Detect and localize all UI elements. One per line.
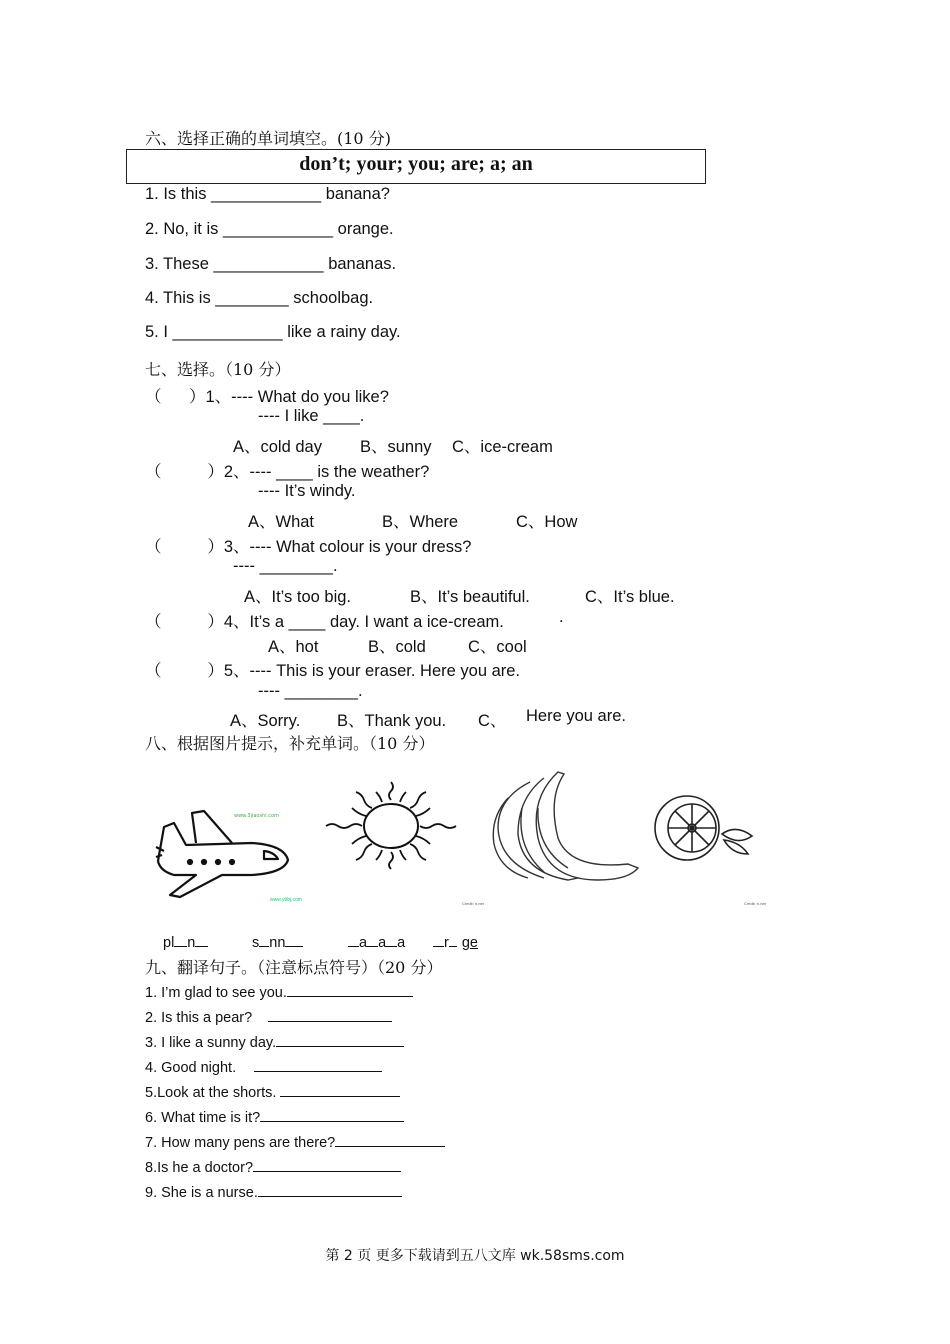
q3-answer: ---- ________. — [233, 557, 338, 575]
q1-answer: ---- I like ____. — [258, 407, 365, 425]
translate-item-7: 7. How many pens are there? — [145, 1131, 445, 1151]
q5-option-b: B、Thank you. — [337, 712, 447, 730]
q2-option-a: A、What — [248, 513, 315, 531]
q1-option-a: A、cold day — [233, 438, 322, 456]
section9-title: 九、翻译句子。（注意标点符号）（20 分） — [145, 958, 443, 977]
section7-title: 七、选择。（10 分） — [145, 360, 291, 379]
fill-item-3: 3. These ____________ bananas. — [145, 255, 397, 273]
q5-question: （ ）5、---- This is your eraser. Here you are. — [145, 662, 521, 680]
q5-option-c-text: Here you are. — [526, 707, 626, 725]
word-bank: don’t; your; you; are; a; an — [299, 153, 533, 175]
bananas-picture — [488, 768, 643, 888]
q5-option-c: C、 — [478, 712, 507, 730]
translate-item-2: 2. Is this a pear? — [145, 1006, 392, 1026]
word-banana: a a a — [348, 931, 405, 951]
q3-option-c: C、It’s blue. — [585, 588, 675, 606]
q2-question: （ ）2、---- ____ is the weather? — [145, 463, 430, 481]
translate-item-3: 3. I like a sunny day. — [145, 1031, 404, 1051]
q1-option-c: C、ice-cream — [452, 438, 553, 456]
q4-option-a: A、hot — [268, 638, 319, 656]
fill-item-1: 1. Is this ____________ banana? — [145, 185, 390, 203]
q3-option-b: B、It’s beautiful. — [410, 588, 530, 606]
airplane-picture — [152, 805, 302, 910]
word-bank-box — [126, 149, 706, 184]
q2-option-c: C、How — [516, 513, 578, 531]
section6-title: 六、选择正确的单词填空。(10 分) — [145, 129, 391, 148]
translate-item-6: 6. What time is it? — [145, 1106, 404, 1126]
q1-question: （ ）1、---- What do you like? — [145, 388, 389, 406]
q3-option-a: A、It’s too big. — [244, 588, 352, 606]
translate-item-9: 9. She is a nurse. — [145, 1181, 402, 1201]
sun-picture — [322, 780, 460, 870]
q1-option-b: B、sunny — [360, 438, 432, 456]
q2-answer: ---- It’s windy. — [258, 482, 356, 500]
translate-item-4: 4. Good night. — [145, 1056, 382, 1076]
q3-question: （ ）3、---- What colour is your dress? — [145, 538, 472, 556]
orange-picture — [652, 790, 762, 865]
watermark-3: Credit: n.net — [462, 901, 484, 906]
section8-title: 八、根据图片提示，补充单词。（10 分） — [145, 734, 435, 753]
fill-item-5: 5. I ____________ like a rainy day. — [145, 323, 401, 341]
q5-answer: ---- ________. — [258, 682, 363, 700]
watermark-2: www.ybbj.com — [270, 897, 302, 903]
translate-item-8: 8.Is he a doctor? — [145, 1156, 401, 1176]
translate-item-1: 1. I’m glad to see you. — [145, 981, 413, 1001]
q4-question: （ ）4、It’s a ____ day. I want a ice-cream. — [145, 613, 504, 631]
word-orange: r ge — [433, 931, 478, 951]
translate-item-5: 5.Look at the shorts. — [145, 1081, 400, 1101]
fill-item-2: 2. No, it is ____________ orange. — [145, 220, 394, 238]
watermark-1: www.3jiaoshi.com — [234, 813, 279, 819]
q5-option-a: A、Sorry. — [230, 712, 301, 730]
q4-option-c: C、cool — [468, 638, 527, 656]
word-sun: s nn — [252, 931, 303, 951]
q2-option-b: B、Where — [382, 513, 459, 531]
watermark-4: Credit: n.net — [744, 901, 766, 906]
q4-trailing-dot: . — [559, 608, 564, 626]
page-footer: 第 2 页 更多下载请到五八文库 wk.58sms.com — [325, 1248, 625, 1264]
q4-option-b: B、cold — [368, 638, 426, 656]
word-plane: pl n — [163, 931, 208, 951]
fill-item-4: 4. This is ________ schoolbag. — [145, 289, 374, 307]
